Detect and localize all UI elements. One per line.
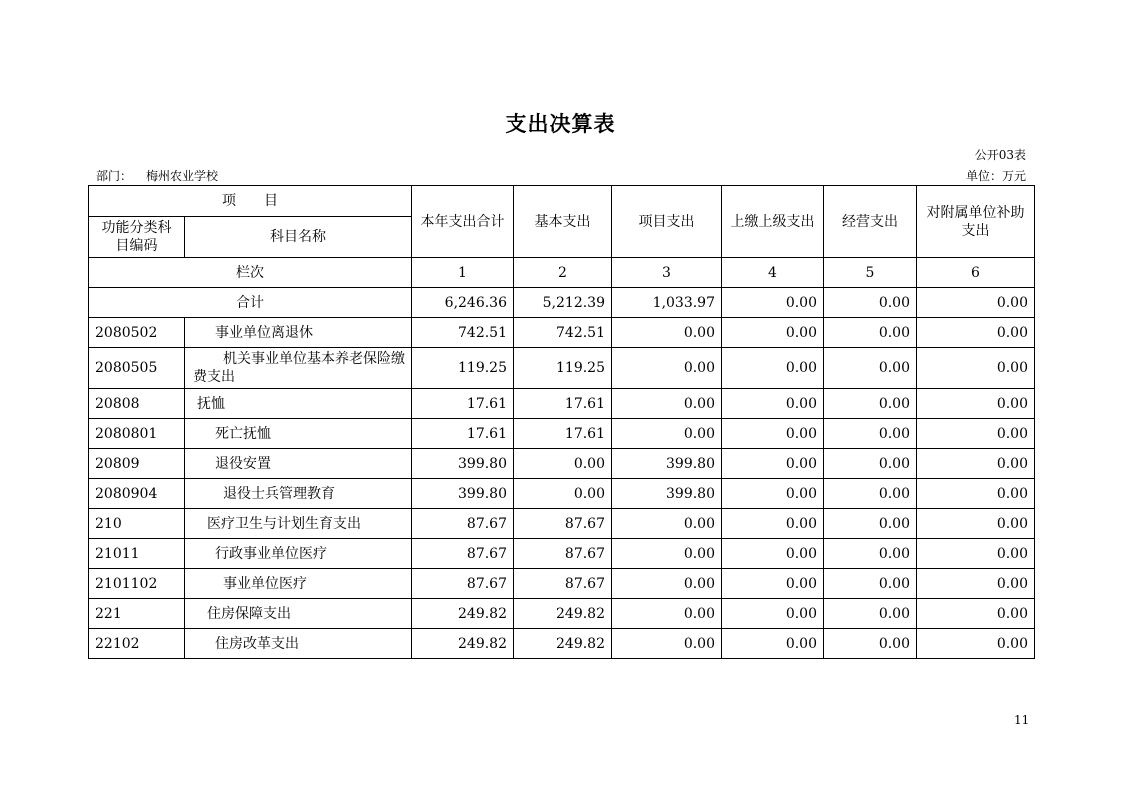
value-cell: 17.61 bbox=[514, 419, 612, 449]
subject-name: 抚恤 bbox=[185, 389, 412, 419]
value-cell: 0.00 bbox=[824, 419, 917, 449]
value-cell: 0.00 bbox=[612, 539, 722, 569]
department-label: 部门： bbox=[96, 169, 133, 183]
subject-name: 死亡抚恤 bbox=[185, 419, 412, 449]
table-row bbox=[89, 419, 1035, 449]
subject-code: 2101102 bbox=[89, 569, 185, 599]
subject-code: 22102 bbox=[89, 629, 185, 659]
subject-name: 退役士兵管理教育 bbox=[185, 479, 412, 509]
total-value: 0.00 bbox=[917, 288, 1035, 318]
table-row bbox=[89, 479, 1035, 509]
expenditure-table bbox=[88, 185, 1035, 659]
value-cell: 0.00 bbox=[824, 569, 917, 599]
value-cell: 119.25 bbox=[412, 348, 514, 389]
subject-name: 医疗卫生与计划生育支出 bbox=[185, 509, 412, 539]
value-cell: 87.67 bbox=[412, 509, 514, 539]
value-cell: 0.00 bbox=[612, 318, 722, 348]
table-row bbox=[89, 569, 1035, 599]
table-row bbox=[89, 389, 1035, 419]
department bbox=[96, 167, 218, 184]
total-value: 1,033.97 bbox=[612, 288, 722, 318]
value-cell: 0.00 bbox=[612, 509, 722, 539]
value-cell: 0.00 bbox=[722, 449, 824, 479]
value-cell: 0.00 bbox=[722, 629, 824, 659]
value-cell: 399.80 bbox=[412, 479, 514, 509]
total-label: 合计 bbox=[89, 288, 412, 318]
value-cell: 0.00 bbox=[722, 479, 824, 509]
value-cell: 0.00 bbox=[824, 629, 917, 659]
value-cell: 249.82 bbox=[514, 599, 612, 629]
value-cell: 249.82 bbox=[412, 629, 514, 659]
value-cell: 87.67 bbox=[514, 569, 612, 599]
total-value: 6,246.36 bbox=[412, 288, 514, 318]
total-value: 5,212.39 bbox=[514, 288, 612, 318]
total-value: 0.00 bbox=[722, 288, 824, 318]
header-total: 本年支出合计 bbox=[412, 186, 514, 258]
value-cell: 0.00 bbox=[722, 389, 824, 419]
value-cell: 0.00 bbox=[514, 479, 612, 509]
table-row bbox=[89, 449, 1035, 479]
page-number: 11 bbox=[1014, 713, 1030, 727]
value-cell: 0.00 bbox=[917, 599, 1035, 629]
value-cell: 0.00 bbox=[824, 509, 917, 539]
value-cell: 17.61 bbox=[412, 389, 514, 419]
value-cell: 0.00 bbox=[612, 348, 722, 389]
header-func-code: 功能分类科目编码 bbox=[89, 217, 185, 258]
value-cell: 0.00 bbox=[917, 318, 1035, 348]
subject-name: 退役安置 bbox=[185, 449, 412, 479]
subject-code: 2080502 bbox=[89, 318, 185, 348]
header-subsidy: 对附属单位补助支出 bbox=[917, 186, 1035, 258]
subject-code: 20808 bbox=[89, 389, 185, 419]
value-cell: 0.00 bbox=[722, 509, 824, 539]
value-cell: 249.82 bbox=[514, 629, 612, 659]
value-cell: 0.00 bbox=[722, 348, 824, 389]
value-cell: 0.00 bbox=[917, 509, 1035, 539]
value-cell: 87.67 bbox=[412, 569, 514, 599]
subject-code: 21011 bbox=[89, 539, 185, 569]
header-item: 项 目 bbox=[89, 186, 412, 217]
value-cell: 0.00 bbox=[917, 539, 1035, 569]
value-cell: 0.00 bbox=[722, 419, 824, 449]
header-row-1 bbox=[89, 186, 1035, 217]
column-index-cell: 6 bbox=[917, 258, 1035, 288]
value-cell: 0.00 bbox=[824, 449, 917, 479]
header-upper: 上缴上级支出 bbox=[722, 186, 824, 258]
value-cell: 87.67 bbox=[514, 509, 612, 539]
value-cell: 0.00 bbox=[722, 599, 824, 629]
header-subject-name: 科目名称 bbox=[185, 217, 412, 258]
value-cell: 0.00 bbox=[824, 599, 917, 629]
column-index-cell: 3 bbox=[612, 258, 722, 288]
value-cell: 17.61 bbox=[514, 389, 612, 419]
header-project: 项目支出 bbox=[612, 186, 722, 258]
subject-name: 事业单位医疗 bbox=[185, 569, 412, 599]
value-cell: 0.00 bbox=[917, 389, 1035, 419]
column-index-cell: 4 bbox=[722, 258, 824, 288]
value-cell: 0.00 bbox=[917, 479, 1035, 509]
column-index-cell: 2 bbox=[514, 258, 612, 288]
total-row bbox=[89, 288, 1035, 318]
subject-code: 2080904 bbox=[89, 479, 185, 509]
value-cell: 0.00 bbox=[824, 539, 917, 569]
value-cell: 0.00 bbox=[722, 539, 824, 569]
value-cell: 0.00 bbox=[824, 479, 917, 509]
subject-name: 住房改革支出 bbox=[185, 629, 412, 659]
unit-label: 单位：万元 bbox=[965, 169, 1026, 183]
value-cell: 0.00 bbox=[917, 449, 1035, 479]
subject-code: 221 bbox=[89, 599, 185, 629]
column-index-cell: 5 bbox=[824, 258, 917, 288]
value-cell: 0.00 bbox=[612, 419, 722, 449]
total-value: 0.00 bbox=[824, 288, 917, 318]
department-name: 梅州农业学校 bbox=[146, 169, 219, 183]
subject-code: 210 bbox=[89, 509, 185, 539]
document-title: 支出决算表 bbox=[505, 111, 616, 136]
value-cell: 249.82 bbox=[412, 599, 514, 629]
form-number: 公开03表 bbox=[974, 148, 1026, 162]
value-cell: 0.00 bbox=[612, 389, 722, 419]
header-operating: 经营支出 bbox=[824, 186, 917, 258]
subject-name: 住房保障支出 bbox=[185, 599, 412, 629]
value-cell: 0.00 bbox=[917, 348, 1035, 389]
table-row bbox=[89, 348, 1035, 389]
value-cell: 0.00 bbox=[824, 318, 917, 348]
value-cell: 119.25 bbox=[514, 348, 612, 389]
subject-name: 行政事业单位医疗 bbox=[185, 539, 412, 569]
value-cell: 87.67 bbox=[514, 539, 612, 569]
table-row bbox=[89, 599, 1035, 629]
value-cell: 0.00 bbox=[917, 629, 1035, 659]
value-cell: 399.80 bbox=[612, 449, 722, 479]
table-row bbox=[89, 318, 1035, 348]
value-cell: 742.51 bbox=[514, 318, 612, 348]
value-cell: 399.80 bbox=[612, 479, 722, 509]
column-index-cell: 1 bbox=[412, 258, 514, 288]
value-cell: 0.00 bbox=[722, 569, 824, 599]
column-index-row bbox=[89, 258, 1035, 288]
value-cell: 0.00 bbox=[612, 629, 722, 659]
table-row bbox=[89, 629, 1035, 659]
table-row bbox=[89, 539, 1035, 569]
value-cell: 0.00 bbox=[722, 318, 824, 348]
value-cell: 399.80 bbox=[412, 449, 514, 479]
subject-name: 机关事业单位基本养老保险缴费支出 bbox=[185, 348, 412, 389]
header-basic: 基本支出 bbox=[514, 186, 612, 258]
value-cell: 742.51 bbox=[412, 318, 514, 348]
value-cell: 0.00 bbox=[824, 389, 917, 419]
value-cell: 87.67 bbox=[412, 539, 514, 569]
value-cell: 0.00 bbox=[514, 449, 612, 479]
value-cell: 17.61 bbox=[412, 419, 514, 449]
column-index-label: 栏次 bbox=[89, 258, 412, 288]
table-row bbox=[89, 509, 1035, 539]
subject-code: 2080801 bbox=[89, 419, 185, 449]
value-cell: 0.00 bbox=[824, 348, 917, 389]
value-cell: 0.00 bbox=[917, 419, 1035, 449]
subject-code: 20809 bbox=[89, 449, 185, 479]
value-cell: 0.00 bbox=[917, 569, 1035, 599]
subject-name: 事业单位离退休 bbox=[185, 318, 412, 348]
subject-code: 2080505 bbox=[89, 348, 185, 389]
value-cell: 0.00 bbox=[612, 599, 722, 629]
value-cell: 0.00 bbox=[612, 569, 722, 599]
